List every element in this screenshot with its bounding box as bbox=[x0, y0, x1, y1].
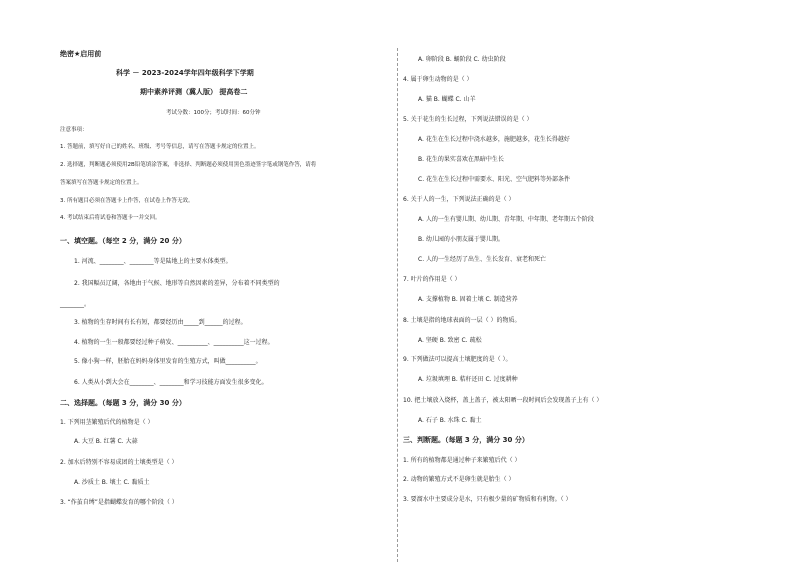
judge-question: 1. 所有的植物都是通过种子来繁殖后代（ ） bbox=[403, 457, 521, 464]
note-item: 1. 答题前，填写好自己的姓名、班级、考号等信息，请写在答题卡规定的位置上。 bbox=[60, 144, 260, 150]
choice-option: B. 幼儿园的小朋友属于婴儿期。 bbox=[418, 236, 504, 243]
column-divider bbox=[397, 48, 398, 562]
note-item: 3. 所有题目必须在答题卡上作答，在试卷上作答无效。 bbox=[60, 198, 194, 204]
choice-question: 1. 下列用茎繁殖后代的植物是（ ） bbox=[60, 419, 154, 426]
choice-question: 4. 属于卵生动物的是（ ） bbox=[403, 76, 473, 83]
choice-option: B. 花生的果实喜欢在黑暗中生长 bbox=[418, 156, 504, 163]
fill-question: 6. 人类从小到大会在________、________和学习技能方面发生很多变化。 bbox=[74, 379, 268, 386]
fill-question: 3. 植物的生存时间有长有短，都要经历由_____到______的过程。 bbox=[74, 319, 247, 326]
fill-question: 4. 植物的一生一般都要经过种子萌发、__________、__________这一过程。 bbox=[74, 339, 274, 346]
secret-label: 绝密★启用前 bbox=[60, 50, 102, 58]
choice-options: A. 卵阶段 B. 蛹阶段 C. 幼虫阶段 bbox=[418, 56, 506, 63]
exam-subtitle: 期中素养评测（冀人版） 提高卷二 bbox=[140, 88, 248, 96]
note-item: 答案填写在答题卡规定的位置上。 bbox=[60, 180, 143, 186]
section-1-heading: 一、填空题。（每空 2 分，满分 20 分） bbox=[60, 237, 186, 245]
choice-question: 2. 加水后特别不容易成团的土壤类型是（ ） bbox=[60, 459, 178, 466]
choice-options: A. 石子 B. 水珠 C. 黏土 bbox=[418, 417, 482, 424]
choice-option: A. 人的一生有婴儿期、幼儿期、青年期、中年期、老年期五个阶段 bbox=[418, 216, 594, 223]
choice-options: A. 垃圾填埋 B. 秸秆还田 C. 过度耕种 bbox=[418, 376, 518, 383]
choice-option: A. 花生在生长过程中浇水越多，施肥越多，花生长得越好 bbox=[418, 136, 570, 143]
section-2-heading: 二、选择题。（每题 3 分，满分 30 分） bbox=[60, 399, 186, 407]
judge-question: 3. 要溜水中主要成分是水，只有极少量的矿物质和有机物。（ ） bbox=[403, 496, 572, 503]
fill-question: 2. 我国幅员辽阔，各地由于气候、地形等自然因素的差异，分布着不同类型的 bbox=[74, 280, 280, 287]
exam-title: 科学 － 2023-2024学年四年级科学下学期 bbox=[116, 69, 254, 77]
choice-question: 5. 关于花生的生长过程，下列说法错误的是（ ） bbox=[403, 116, 533, 123]
fill-question: 5. 像小狗一样，胚胎在妈妈身体里发育的生殖方式，叫做__________。 bbox=[74, 358, 262, 365]
note-item: 2. 选择题，判断题必须使用2B铅笔填涂答案，非选择、判断题必须使用黑色墨迹签字笔或钢笔作答，请将 bbox=[60, 162, 317, 168]
choice-question: 3. “作茧自缚”是指蝴蝶发育的哪个阶段（ ） bbox=[60, 499, 178, 506]
choice-options: A. 沙质土 B. 壤土 C. 黏质土 bbox=[74, 479, 150, 486]
choice-options: A. 大豆 B. 红薯 C. 大蒜 bbox=[74, 438, 138, 445]
notes-heading: 注意事项： bbox=[60, 127, 88, 133]
judge-question: 2. 动物的繁殖方式不是卵生就是胎生（ ） bbox=[403, 476, 515, 483]
note-item: 4. 考试结束后将试卷和答题卡一并交回。 bbox=[60, 215, 161, 221]
choice-question: 9. 下列做法可以提高土壤肥度的是（ ）。 bbox=[403, 356, 512, 363]
fill-question: 1. 河流、________、________等是陆地上的主要水体类型。 bbox=[74, 258, 232, 265]
score-info: 考试分数：100分；考试时间：60分钟 bbox=[166, 110, 261, 116]
choice-options: A. 坚硬 B. 致密 C. 疏松 bbox=[418, 337, 482, 344]
fill-question-cont: ________。 bbox=[60, 301, 91, 308]
choice-options: A. 猫 B. 蝴蝶 C. 山羊 bbox=[418, 96, 476, 103]
choice-options: A. 支撑植物 B. 固着土壤 C. 制造营养 bbox=[418, 296, 518, 303]
choice-question: 6. 关于人的一生，下列说法正确的是（ ） bbox=[403, 196, 515, 203]
choice-question: 10. 把土壤放入烧杯，盖上盖子，被太阳晒一段时间后会发现盖子上有（ ） bbox=[403, 397, 603, 404]
section-3-heading: 三、判断题。（每题 3 分，满分 30 分） bbox=[403, 436, 529, 444]
choice-question: 8. 土壤是指的地球表面的一层（ ）的物质。 bbox=[403, 317, 521, 324]
choice-question: 7. 叶片的作用是（ ） bbox=[403, 276, 461, 283]
choice-option: C. 人的一生经历了出生、生长发育、衰老和死亡 bbox=[418, 256, 547, 263]
choice-option: C. 花生在生长过程中需要水、阳光、空气肥料等外部条件 bbox=[418, 176, 571, 183]
